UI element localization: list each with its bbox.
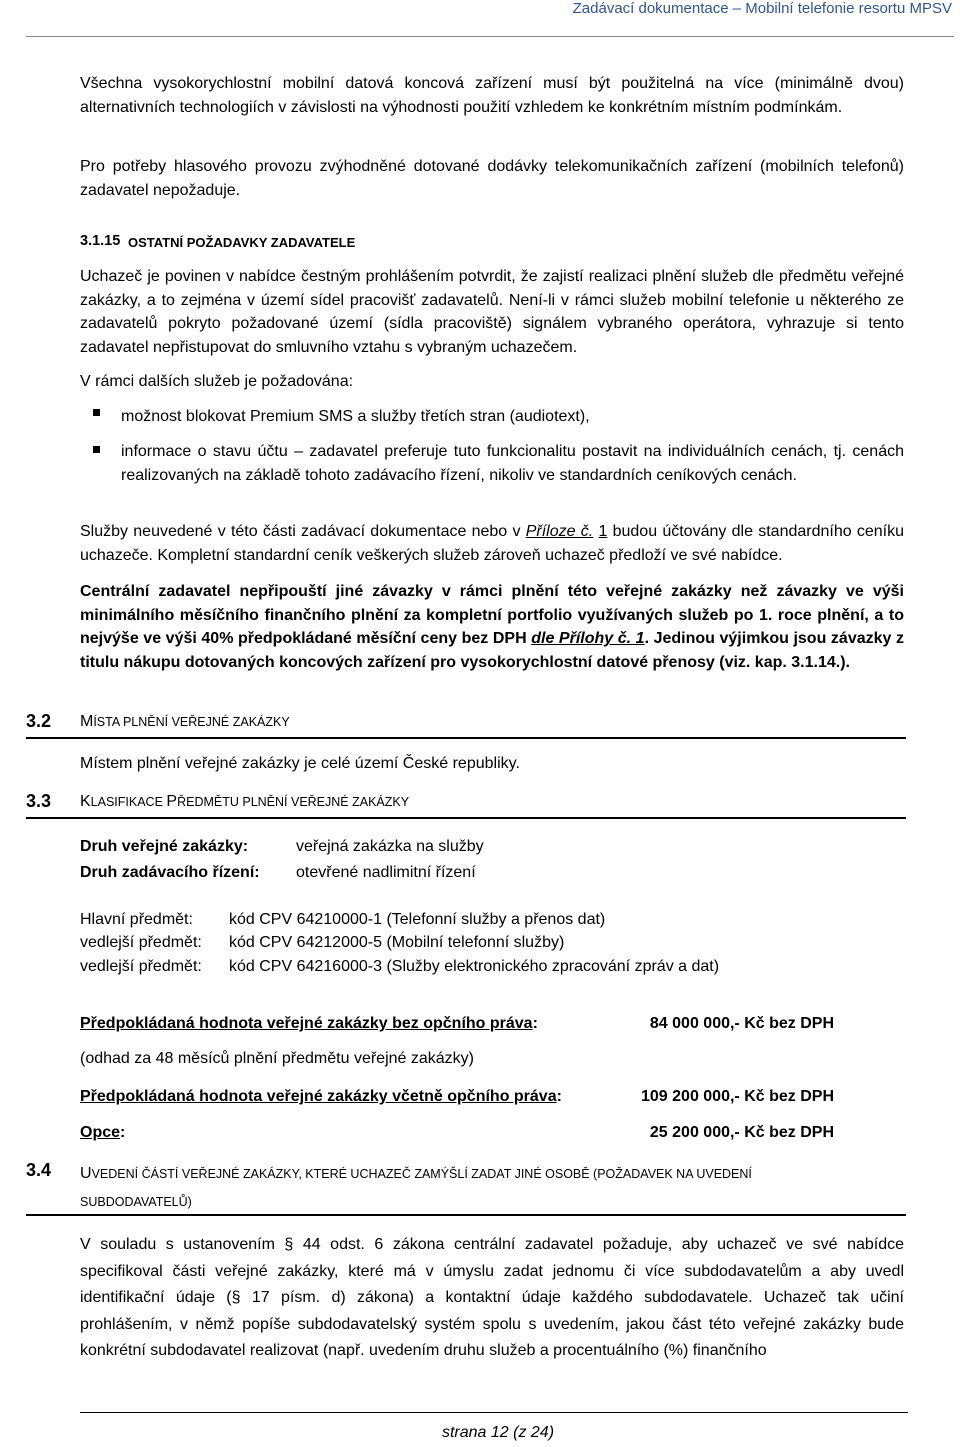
- section-3-1-15-paragraph-4: Centrální zadavatel nepřipouští jiné závazky v rámci plnění této veřejné zakázky než závazky ve výši minimálního měsíčního finančního plnění za kompletní portfolio využívaných služeb po 1. roce plnění, a to nejvýše ve výši 40% předpokládané měsíční ceny bez DPH dle Přílohy č. 1. Jedinou výjimkou jsou závazky z titulu nákupu dotovaných koncových zařízení pro vysokorychlostní datové přenosy (viz. kap. 3.1.14.).: [80, 583, 904, 671]
- cpv-label: vedlejší předmět:: [80, 958, 202, 975]
- hodnota-vc-opce-value: 109 200 000,- Kč bez DPH: [641, 1088, 834, 1105]
- section-3-3-title: KLASIFIKACE PŘEDMĚTU PLNĚNÍ VEŘEJNÉ ZAKÁZKY: [80, 793, 410, 810]
- intro-paragraph-2: Pro potřeby hlasového provozu zvýhodněné dotované dodávky telekomunikačních zařízení (mobilních telefonů) zadavatel nepožaduje.: [80, 158, 904, 199]
- section-3-2-text: Místem plnění veřejné zakázky je celé území České republiky.: [80, 755, 520, 772]
- section-3-4-title: UVEDENÍ ČÁSTÍ VEŘEJNÉ ZAKÁZKY, KTERÉ UCHAZEČ ZAMÝŠLÍ ZADAT JINÉ OSOBĚ (POŽADAVEK NA UVEDENÍ SUBDODAVATELŮ): [80, 1165, 752, 1209]
- opce-label: Opce:: [80, 1124, 126, 1141]
- section-3-4-number: 3.4: [26, 1160, 52, 1180]
- hodnota-bez-opce-value: 84 000 000,- Kč bez DPH: [649, 1015, 834, 1032]
- bullet-icon: [93, 446, 100, 453]
- cpv-value: kód CPV 64210000-1 (Telefonní služby a přenos dat): [229, 911, 606, 928]
- druh-zakazky-value: veřejná zakázka na služby: [296, 838, 484, 855]
- section-3-1-15-paragraph-2: V rámci dalších služeb je požadována:: [80, 373, 354, 390]
- section-3-2-number: 3.2: [26, 711, 52, 731]
- attachment-link[interactable]: Příloze č.: [525, 523, 594, 540]
- section-3-2-title: MÍSTA PLNĚNÍ VEŘEJNÉ ZAKÁZKY: [80, 713, 290, 730]
- cpv-label: Hlavní předmět:: [80, 911, 193, 928]
- footer-rule: [80, 1412, 908, 1413]
- attachment-link-number[interactable]: 1: [598, 523, 608, 540]
- opce-value: 25 200 000,- Kč bez DPH: [649, 1124, 834, 1141]
- druh-rizeni-label: Druh zadávacího řízení:: [80, 864, 260, 881]
- odhad-note: (odhad za 48 měsíců plnění předmětu veřejné zakázky): [80, 1050, 474, 1067]
- section-3-3-number: 3.3: [26, 791, 52, 811]
- cpv-label: vedlejší předmět:: [80, 934, 202, 951]
- section-rule: [26, 737, 906, 739]
- hodnota-bez-opce-label: Předpokládaná hodnota veřejné zakázky bez opčního práva:: [80, 1015, 538, 1032]
- header-rule: [26, 36, 954, 37]
- bullet-item-1: možnost blokovat Premium SMS a služby třetích stran (audiotext),: [121, 408, 590, 425]
- bullet-icon: [93, 409, 100, 416]
- section-rule: [26, 1214, 906, 1216]
- section-3-4-text: V souladu s ustanovením § 44 odst. 6 zákona centrální zadavatel požaduje, aby uchazeč ve své nabídce specifikoval části veřejné zakázky, které má v úmyslu zadat jednomu či více subdodavatelům a aby uvedl identifikační údaje (§ 17 písm. d) zákona) a kontaktní údaje každého subdodavatele. Uchazeč tak učiní prohlášením, v němž popíše subdodavatelský systém spolu s uvedením, jakou část této veřejné zakázky bude konkrétní subdodavatel realizovat (např. uvedením druhu služeb a procentuálního (%) finančního: [80, 1236, 904, 1359]
- druh-zakazky-label: Druh veřejné zakázky:: [80, 838, 249, 855]
- section-3-1-15-paragraph-3: Služby neuvedené v této části zadávací dokumentace nebo v Příloze č. 1 budou účtovány dle standardního ceníku uchazeče. Kompletní standardní ceník veškerých služeb zároveň uchazeč předloží ve své nabídce.: [80, 523, 905, 564]
- attachment-link-2[interactable]: dle Přílohy č. 1: [531, 630, 645, 647]
- hodnota-vc-opce-label: Předpokládaná hodnota veřejné zakázky včetně opčního práva:: [80, 1088, 562, 1105]
- header-title: Zadávací dokumentace – Mobilní telefonie resortu MPSV: [572, 0, 952, 17]
- cpv-value: kód CPV 64212000-5 (Mobilní telefonní služby): [229, 934, 565, 951]
- section-rule: [26, 817, 906, 819]
- cpv-value: kód CPV 64216000-3 (Služby elektronického zpracování zpráv a dat): [229, 958, 720, 975]
- bullet-item-2: informace o stavu účtu – zadavatel preferuje tuto funkcionalitu postavit na individuálních cenách, tj. cenách realizovaných na základě tohoto zadávacího řízení, nikoliv ve standardních ceníkových cenách.: [121, 443, 904, 484]
- page-number: strana 12 (z 24): [441, 1424, 555, 1441]
- druh-rizeni-value: otevřené nadlimitní řízení: [296, 864, 476, 881]
- section-3-1-15-paragraph-1: Uchazeč je povinen v nabídce čestným prohlášením potvrdit, že zajistí realizaci plnění služeb dle předmětu veřejné zakázky, a to zejména v území sídel pracovišť zadavatelů. Není-li v rámci služeb mobilní telefonie u některého ze zadavatelů pokryto požadované území (sídla pracoviště) signálem vybraného operátora, vyhrazuje si tento zadavatel nepřistupovat do smluvního vztahu s vybraným uchazečem.: [80, 268, 904, 356]
- section-3-1-15-title: OSTATNÍ POŽADAVKY ZADAVATELE: [128, 235, 356, 250]
- section-3-1-15-number: 3.1.15: [80, 233, 121, 249]
- intro-paragraph-1: Všechna vysokorychlostní mobilní datová koncová zařízení musí být použitelná na více (minimálně dvou) alternativních technologiích v závislosti na výhodnosti použití vzhledem ke konkrétním místním podmínkám.: [80, 75, 904, 116]
